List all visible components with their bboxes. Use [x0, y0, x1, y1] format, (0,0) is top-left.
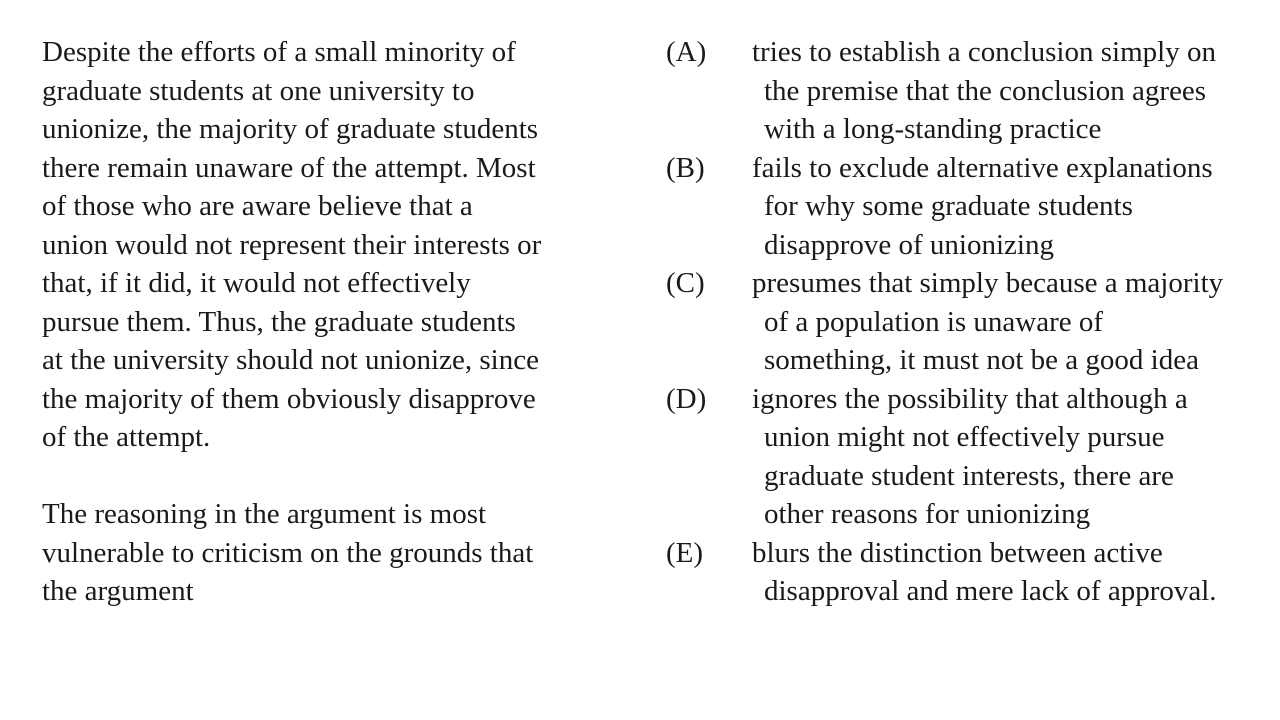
- passage-line: pursue them. Thus, the graduate students: [42, 305, 516, 338]
- choice-line: of a population is unaware of: [764, 305, 1104, 338]
- answer-choice-c[interactable]: [666, 264, 1276, 380]
- choice-letter: (C): [666, 267, 705, 299]
- choice-line: presumes that simply because a majority: [752, 267, 1224, 299]
- passage-line: Despite the efforts of a small minority of: [42, 36, 516, 68]
- choice-line: tries to establish a conclusion simply on: [752, 36, 1216, 68]
- answer-choice-a[interactable]: [666, 33, 1276, 149]
- answer-choice-e[interactable]: [666, 534, 1276, 611]
- passage-line: at the university should not unionize, since: [42, 344, 539, 376]
- passage-line: graduate students at one university to: [42, 74, 475, 107]
- choice-text: [752, 380, 1276, 534]
- choice-line: for why some graduate students: [764, 190, 1133, 222]
- passage-line: union would not represent their interests or: [42, 228, 542, 261]
- question-line: The reasoning in the argument is most: [42, 498, 487, 530]
- choice-line: something, it must not be a good idea: [764, 344, 1199, 376]
- question-line: the argument: [42, 575, 194, 607]
- choice-line: graduate student interests, there are: [764, 459, 1174, 492]
- passage-line: unionize, the majority of graduate students: [42, 113, 539, 145]
- passage-line: of those who are aware believe that a: [42, 190, 473, 222]
- choice-line: blurs the distinction between active: [752, 536, 1163, 569]
- answer-choices: [666, 33, 1276, 611]
- passage-line: that, if it did, it would not effectively: [42, 267, 471, 299]
- choice-line: with a long-standing practice: [764, 113, 1102, 145]
- choice-letter: (D): [666, 382, 707, 415]
- choice-text: [752, 149, 1276, 265]
- choice-text: [752, 264, 1276, 380]
- choice-line: disapproval and mere lack of approval.: [764, 575, 1217, 607]
- choice-letter: (B): [666, 151, 705, 184]
- choice-line: fails to exclude alternative explanations: [752, 151, 1213, 184]
- passage-column: [42, 33, 622, 611]
- question-line: vulnerable to criticism on the grounds that: [42, 536, 534, 569]
- passage-line: there remain unaware of the attempt. Most: [42, 151, 536, 184]
- argument-passage: [42, 33, 622, 457]
- answer-choice-b[interactable]: [666, 149, 1276, 265]
- question-stem: [42, 495, 622, 611]
- choice-letter: (E): [666, 536, 704, 569]
- choice-line: the premise that the conclusion agrees: [764, 74, 1207, 107]
- choice-line: union might not effectively pursue: [764, 421, 1165, 453]
- choice-letter: (A): [666, 36, 707, 68]
- passage-line: of the attempt.: [42, 421, 211, 453]
- choice-line: other reasons for unionizing: [764, 498, 1091, 530]
- choice-line: ignores the possibility that although a: [752, 382, 1188, 415]
- answer-choice-d[interactable]: [666, 380, 1276, 534]
- choice-line: disapprove of unionizing: [764, 228, 1054, 261]
- choice-text: [752, 33, 1276, 149]
- passage-line: the majority of them obviously disapprove: [42, 382, 536, 415]
- choice-text: [752, 534, 1276, 611]
